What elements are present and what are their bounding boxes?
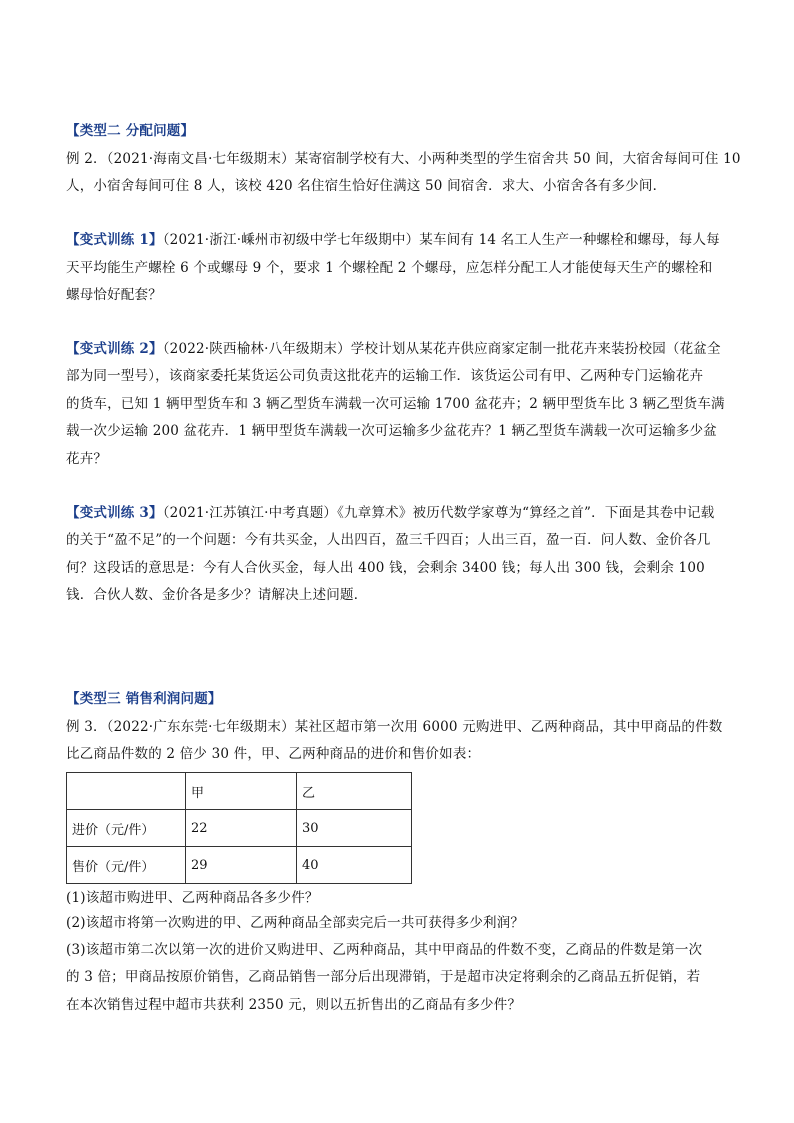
section-heading-type2: 【类型二 分配问题】	[66, 123, 195, 139]
variant2-text-1: （2022·陕西榆林·八年级期末）学校计划从某花卉供应商家定制一批花卉来装扮校园（花盆全	[162, 341, 721, 357]
variant3-line-3: 何？这段话的意思是：今有人合伙买金，每人出 400 钱，会剩余 3400 钱；每人出 300 钱，会剩余 100	[66, 560, 705, 576]
table-row	[67, 810, 412, 847]
table-cell: 甲	[186, 773, 297, 810]
variant1-tag: 【变式训练 1】	[66, 232, 163, 248]
table-cell: 40	[297, 847, 412, 884]
table-cell: 29	[186, 847, 297, 884]
table-row	[67, 847, 412, 884]
question-3-line-3: 在本次销售过程中超市共获利 2350 元，则以五折售出的乙商品有多少件？	[66, 997, 522, 1013]
table-cell: 22	[186, 810, 297, 847]
variant1-text-1: （2021·浙江·嵊州市初级中学七年级期中）某车间有 14 名工人生产一种螺栓和螺母，每人每	[162, 232, 720, 248]
table-cell: 进价（元/件）	[67, 810, 186, 847]
variant2-line-5: 花卉？	[66, 451, 108, 467]
table-cell	[67, 773, 186, 810]
table-header-row	[67, 773, 412, 810]
question-2: (2)该超市将第一次购进的甲、乙两种商品全部卖完后一共可获得多少利润？	[66, 915, 525, 931]
variant2-line-4: 载一次少运输 200 盆花卉．1 辆甲型货车满载一次可运输多少盆花卉？1 辆乙型货车满载一次可运输多少盆	[66, 423, 718, 439]
example2-line-2: 人，小宿舍每间可住 8 人，该校 420 名住宿生恰好住满这 50 间宿舍．求大、小宿舍各有多少间．	[66, 178, 667, 194]
variant2-line-2: 部为同一型号），该商家委托某货运公司负责这批花卉的运输工作．该货运公司有甲、乙两种专门运输花卉	[66, 368, 704, 384]
variant3-tag: 【变式训练 3】	[66, 505, 163, 521]
example2-line-1: 例 2．（2021·海南文昌·七年级期末）某寄宿制学校有大、小两种类型的学生宿舍共 50 间，大宿舍每间可住 10	[66, 151, 741, 167]
question-3-line-2: 的 3 倍；甲商品按原价销售，乙商品销售一部分后出现滞销，于是超市决定将剩余的乙商品五折促销，若	[66, 969, 701, 985]
variant3-line-4: 钱．合伙人数、金价各是多少？请解决上述问题．	[66, 587, 368, 603]
variant3-text-1: （2021·江苏镇江·中考真题）《九章算术》被历代数学家尊为“算经之首”．下面是其卷中记载	[162, 505, 715, 521]
variant2-line-1	[66, 339, 736, 359]
question-1: (1)该超市购进甲、乙两种商品各多少件？	[66, 890, 319, 906]
variant2-line-3: 的货车，已知 1 辆甲型货车和 3 辆乙型货车满载一次可运输 1700 盆花卉；2 辆甲型货车比 3 辆乙型货车满	[66, 396, 725, 412]
table-cell: 售价（元/件）	[67, 847, 186, 884]
variant1-line-3: 螺母恰好配套？	[66, 287, 162, 303]
example3-line-2: 比乙商品件数的 2 倍少 30 件，甲、乙两种商品的进价和售价如表：	[66, 746, 481, 762]
example3-line-1: 例 3．（2022·广东东莞·七年级期末）某社区超市第一次用 6000 元购进甲、乙两种商品，其中甲商品的件数	[66, 719, 723, 735]
price-table	[66, 772, 412, 884]
table-cell: 乙	[297, 773, 412, 810]
question-3-line-1: (3)该超市第二次以第一次的进价又购进甲、乙两种商品，其中甲商品的件数不变，乙商品的件数是第一次	[66, 942, 703, 958]
table-cell: 30	[297, 810, 412, 847]
variant1-line-2: 天平均能生产螺栓 6 个或螺母 9 个，要求 1 个螺栓配 2 个螺母，应怎样分配工人才能使每天生产的螺栓和	[66, 260, 713, 276]
variant1-line-1	[66, 230, 736, 250]
section-heading-type3: 【类型三 销售利润问题】	[66, 691, 222, 707]
variant3-line-2: 的关于“盈不足”的一个问题：今有共买金，人出四百，盈三千四百；人出三百，盈一百．问人数、金价各几	[66, 532, 711, 548]
variant3-line-1	[66, 503, 736, 523]
variant2-tag: 【变式训练 2】	[66, 341, 163, 357]
